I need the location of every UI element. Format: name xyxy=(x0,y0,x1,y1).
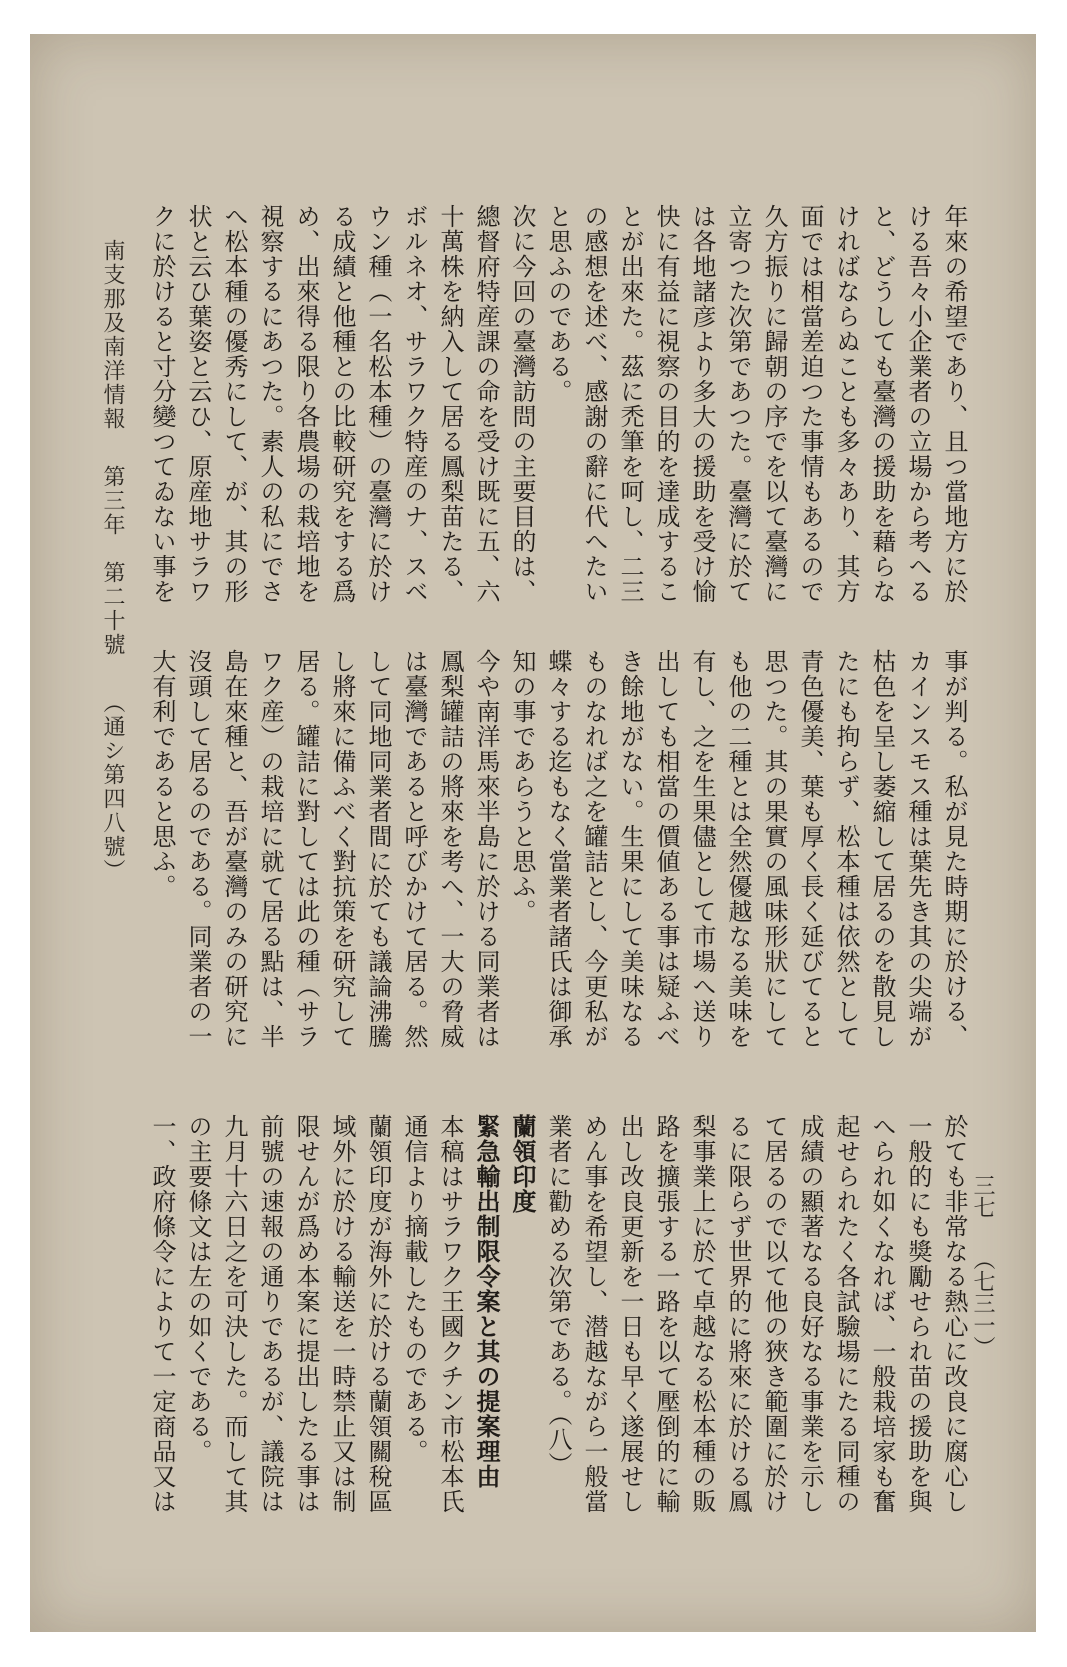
paragraph: 於ても非常なる熱心に改良に腐心し一般的にも獎勵せられ苗の援助を與へられ如くなれば、一般栽培家も奮起せられたく各試驗場にたる同種の成績の顯著なる良好なる事業を示して居るので以て他の狹き範圍に於けるに限らず世界的に將來に於ける鳳梨事業上に於て卓越なる松本種の販路を擴張する一路を以て壓倒的に輸出し改良更新を一日も早く遂展せしめん事を希望し、潜越ながら一般當業者に勸める次第である。（八） xyxy=(544,1114,968,1514)
upper-text-block xyxy=(140,204,972,624)
section-title: 蘭領印度 xyxy=(508,1114,537,1214)
section-subtitle: 緊急輸出制限令案と其の提案理由 xyxy=(472,1114,501,1489)
paragraph: 年來の希望であり、且つ當地方に於ける吾々小企業者の立場から考へると、どうしても臺灣の援助を藉らなければならぬことも多々あり、其方面では相當差迫つた事情もあるので久方振りに歸朝の序でを以て臺灣に立寄つた次第であつた。臺灣に於ては各地諸彦より多大の援助を受け愉快に有益に視察の目的を達成することが出來た。茲に禿筆を呵し、二三の感想を述べ、感謝の辭に代へたいと思ふのである。 xyxy=(544,204,968,604)
paragraph: 一、政府條令によりて一定商品又は xyxy=(148,1114,176,1514)
global-page-number: （七三一） xyxy=(970,1248,995,1358)
paragraph xyxy=(140,649,144,1069)
local-page-number: 三七 xyxy=(970,1174,995,1218)
paragraph: 蘭領印度が海外に於ける蘭領關稅區域外に於ける輸送を一時禁止又は制限せんが爲め本案に提出したる事は前號の速報の通りであるが、議院は九月十六日之を可決した。而して其の主要條文は左の如くである。 xyxy=(184,1114,392,1514)
running-header xyxy=(88,239,128,1499)
paragraph: 本稿はサラワク王國クチン市松本氏通信より摘載したものである。 xyxy=(400,1114,464,1514)
paragraph: 今や南洋馬來半島に於ける同業者は鳳梨罐詰の將來を考へ、一大の脅威は臺灣であると呼びかけて居る。然して同地同業者間に於ても議論沸騰し將來に備ふべく對抗策を研究して居る。罐詰に對しては此の種（サラワク産）の栽培に就て居る點は、半島在來種と、吾が臺灣のみの研究に沒頭して居るのである。同業者の一大有利であると思ふ。 xyxy=(148,649,500,1049)
paragraph: 次に今回の臺灣訪問の主要目的は、總督府特産課の命を受け既に五、六十萬株を納入して居る鳳梨苗たる、ボルネオ、サラワク特産のナ、スベウン種（一名松本種）の臺灣に於ける成績と他種との比較研究をする爲め、出來得る限り各農場の栽培地を視察するにあつた。素人の私にでさへ松本種の優秀にして、が、其の形状と云ひ葉姿と云ひ、原産地サラワクに於けると寸分變つてゐない事を xyxy=(148,204,536,604)
page xyxy=(30,34,1036,1632)
paragraph: 事が判る。私が見た時期に於ける、カインスモス種は葉先き其の尖端が枯色を呈し萎縮して居るのを散見したにも拘らず、松本種は依然として青色優美、葉も厚く長く延びてると思つた。其の果實の風味形狀にしても他の二種とは全然優越なる美味を有し、之を生果儘として市場へ送り出しても相當の價値ある事は疑ふべき餘地がない。生果にして美味なるものなれば之を罐詰とし、今更私が蝶々する迄もなく當業者諸氏は御承知の事であらうと思ふ。 xyxy=(508,649,968,1049)
issue-number: 第三年 第二十號 xyxy=(100,465,125,657)
journal-title: 南支那及南洋情報 xyxy=(100,239,125,431)
lower-text-block xyxy=(140,1114,972,1534)
cumulative-number: （通シ第四八號） xyxy=(100,691,125,883)
middle-text-block xyxy=(140,649,972,1069)
